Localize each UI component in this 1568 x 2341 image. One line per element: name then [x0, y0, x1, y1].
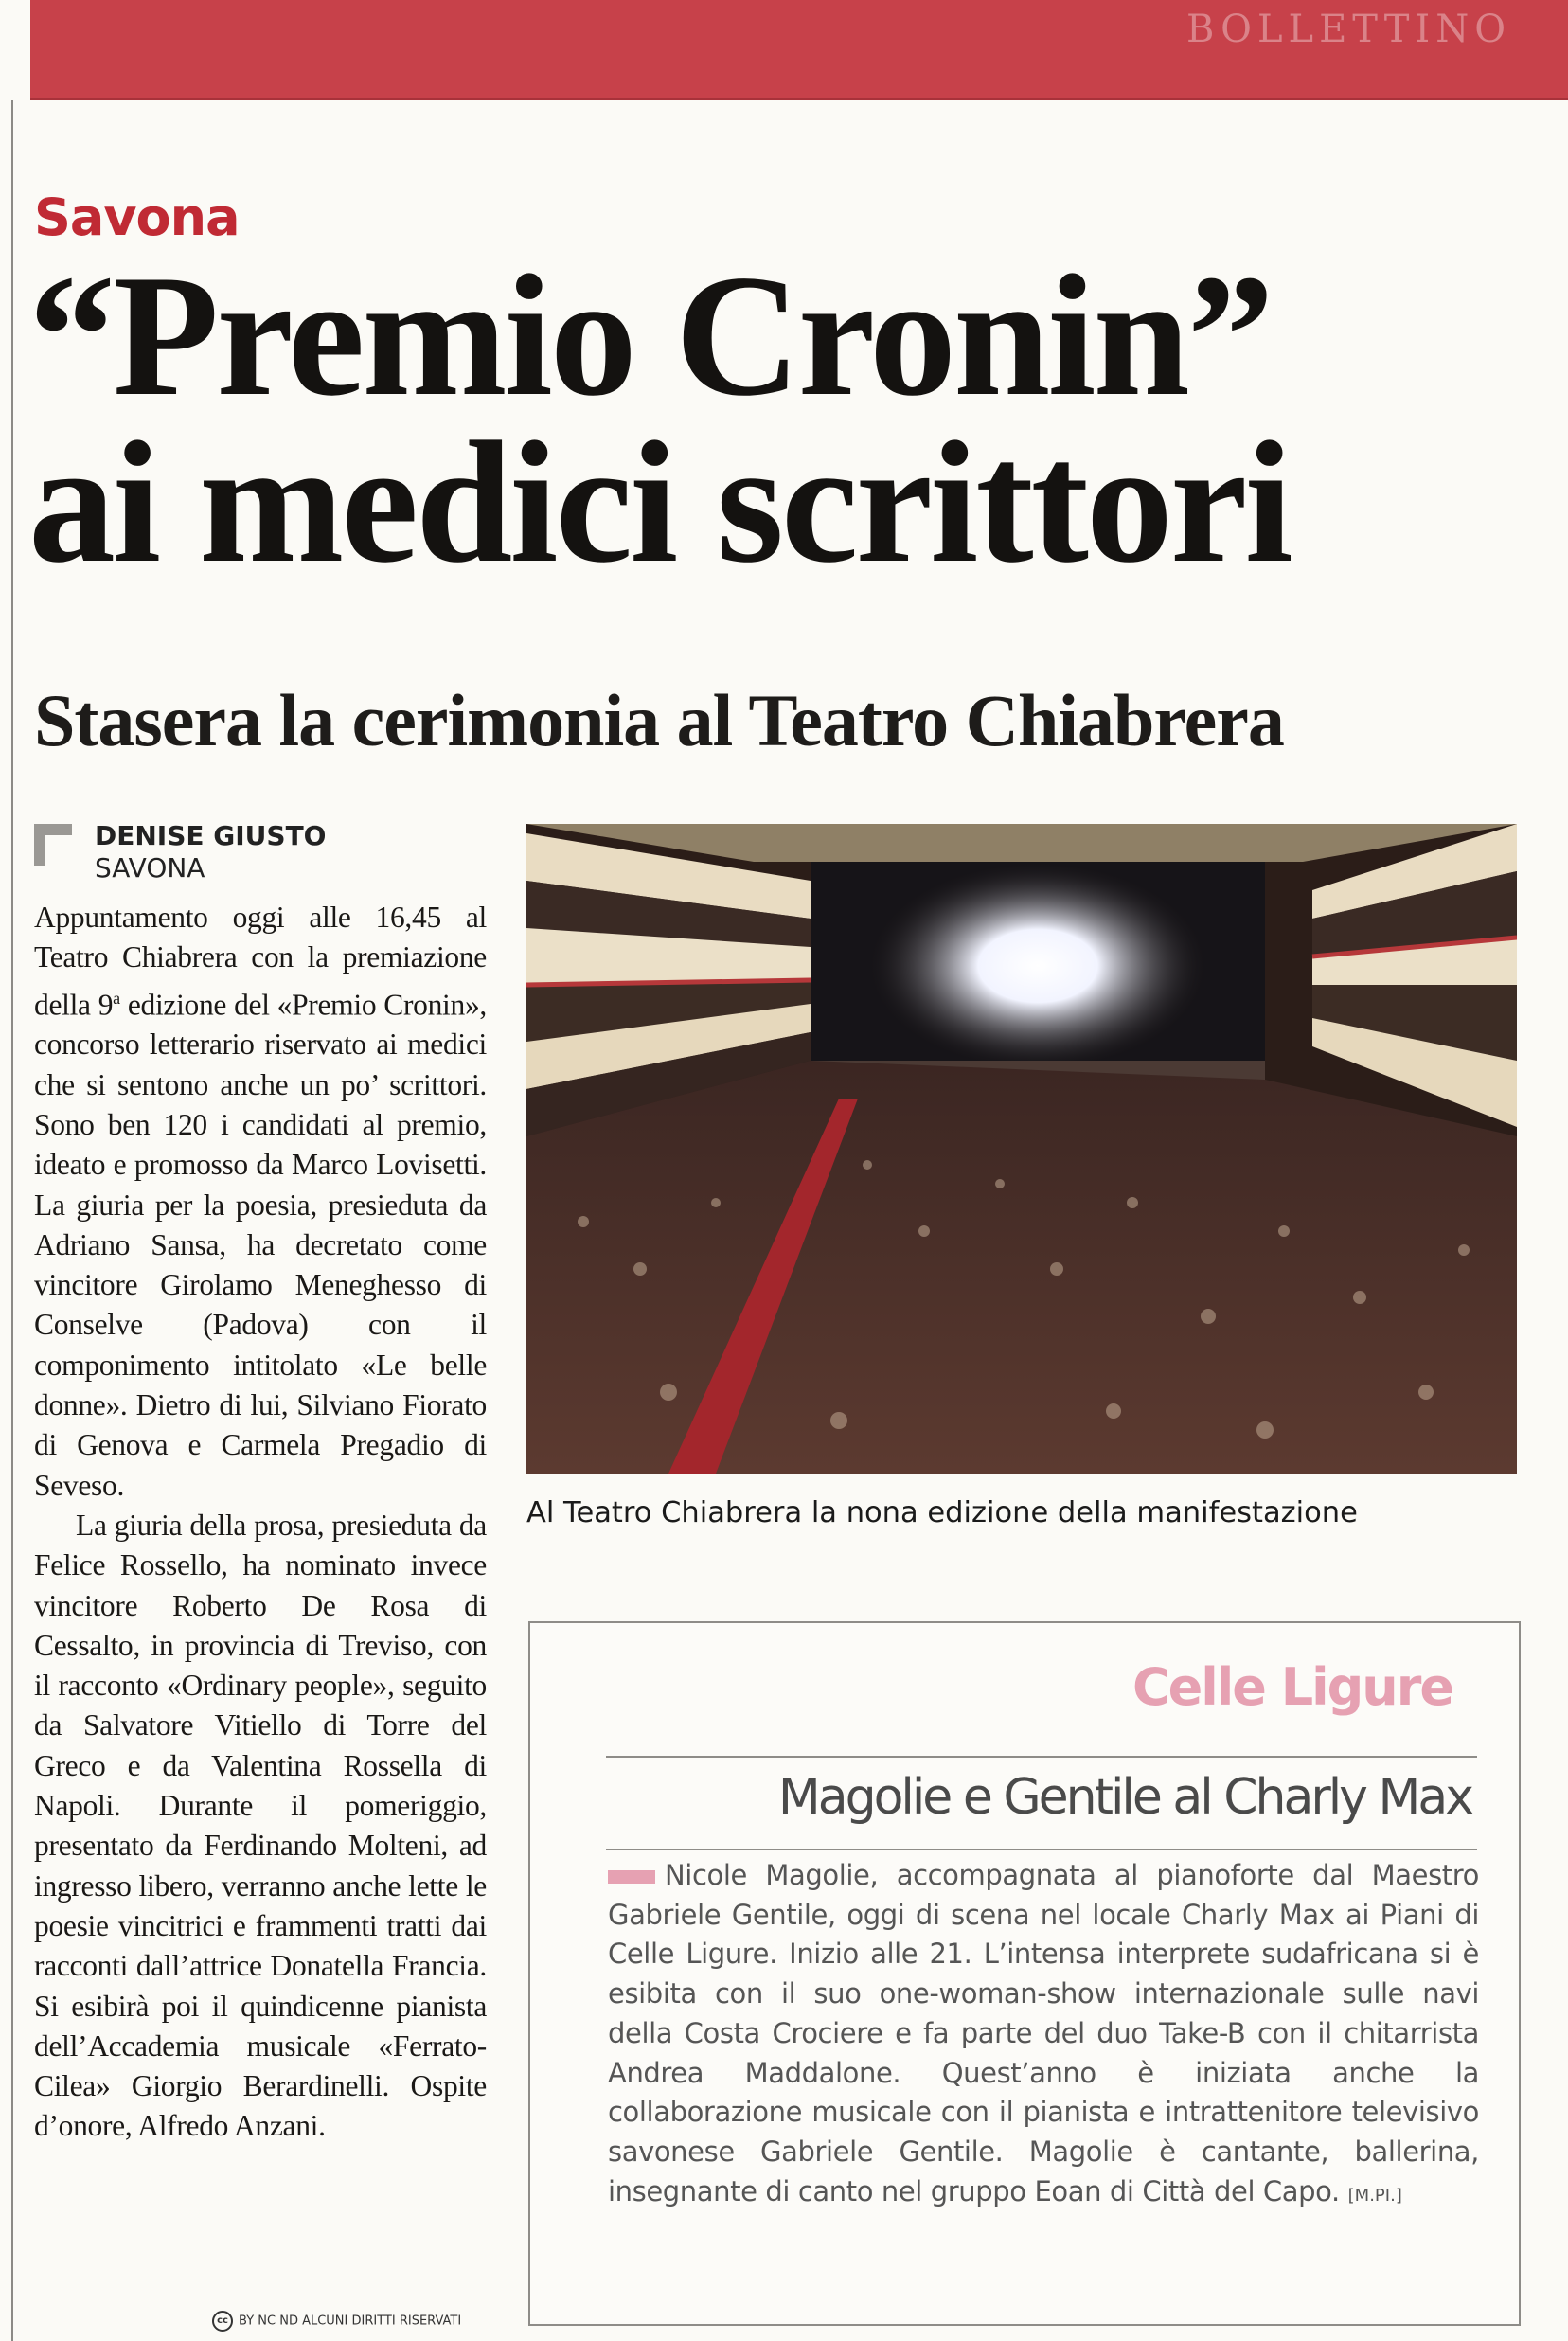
theater-photo — [526, 824, 1517, 1474]
byline-corner-icon — [34, 824, 72, 866]
sidebar-box — [528, 1621, 1521, 2326]
article-paragraph-2: La giuria della prosa, presieduta da Felice Rossello, ha nominato invece vincitore Roberto De Rosa di Cessalto, in provincia di Treviso, con il racconto «Ordinary people», seguito da Salvatore Vitiello di Torre del Greco e da Valentina Rossella di Napoli. Durante il pomeriggio, presentato da Ferdinando Molteni, ad ingresso libero, verranno anche lette le poesie vincitrici e frammenti tratti dai racconti dall’attrice Donatella Francia. Si esibirà poi il quindicenne pianista dell’Accademia musicale «Ferrato-Cilea» Giorgio Berardinelli. Ospite d’onore, Alfredo Anzani. — [34, 1508, 487, 2143]
creative-commons-icon: cc — [212, 2311, 233, 2332]
headline-line-1: “Premio Cronin” — [28, 239, 1272, 432]
box-title: Magolie e Gentile al Charly Max — [777, 1769, 1471, 1826]
band-text: BOLLETTINO — [1186, 8, 1511, 51]
column-divider — [11, 100, 13, 2341]
section-label: Savona — [34, 188, 240, 247]
dateline: SAVONA — [95, 852, 205, 884]
box-divider-top — [606, 1756, 1477, 1758]
top-color-band — [30, 0, 1568, 100]
box-signature: [M.PI.] — [1347, 2185, 1402, 2206]
headline-line-2: ai medici scrittori — [28, 405, 1291, 599]
article-paragraph-1: Appuntamento oggi alle 16,45 al Teatro Chiabrera con la premiazione della 9$^a$ edizione del «Premio Cronin», concorso letterario riservato ai medici che si sentono anche un po’ scrittori. Sono ben 120 i candidati al premio, ideato e promosso da Marco Lovisetti. La giuria per la poesia, presieduta da Adriano Sansa, ha decretato come vincitore Girolamo Meneghesso di Conselve (Padova) con il componimento intitolato «Le belle donne». Dietro di lui, Silviano Fiorato di Genova e Carmela Pregadio di Seveso. — [34, 901, 487, 1502]
article-body — [34, 898, 487, 2147]
theater-illustration — [526, 824, 1517, 1474]
box-body: Nicole Magolie, accompagnata al pianoforte dal Maestro Gabriele Gentile, oggi di scena nel locale Charly Max ai Piani di Celle Ligure. Inizio alle 21. L’intensa interprete sudafricana si è esibita con il suo one-woman-show internazionale sulle navi della Costa Crociere e fa parte del duo Take-B con il chitarrista Andrea Maddalone. Quest’anno è iniziata anche la collaborazione musicale con il pianista e intrattenitore televisivo savonese Gabriele Gentile. Magolie è cantante, ballerina, insegnante di canto nel gruppo Eoan di Città del Capo. [M.PI.] — [608, 1859, 1479, 2207]
photo-caption: Al Teatro Chiabrera la nona edizione della manifestazione — [526, 1496, 1358, 1529]
author-name: DENISE GIUSTO — [95, 820, 327, 851]
box-marker-icon — [608, 1870, 655, 1884]
headline — [28, 239, 1373, 599]
box-section-label: Celle Ligure — [1132, 1657, 1452, 1717]
license-note: cc BY NC ND ALCUNI DIRITTI RISERVATI — [212, 2311, 461, 2332]
subheadline: Stasera la cerimonia al Teatro Chiabrera — [34, 679, 1284, 761]
box-divider-bottom — [606, 1849, 1477, 1850]
